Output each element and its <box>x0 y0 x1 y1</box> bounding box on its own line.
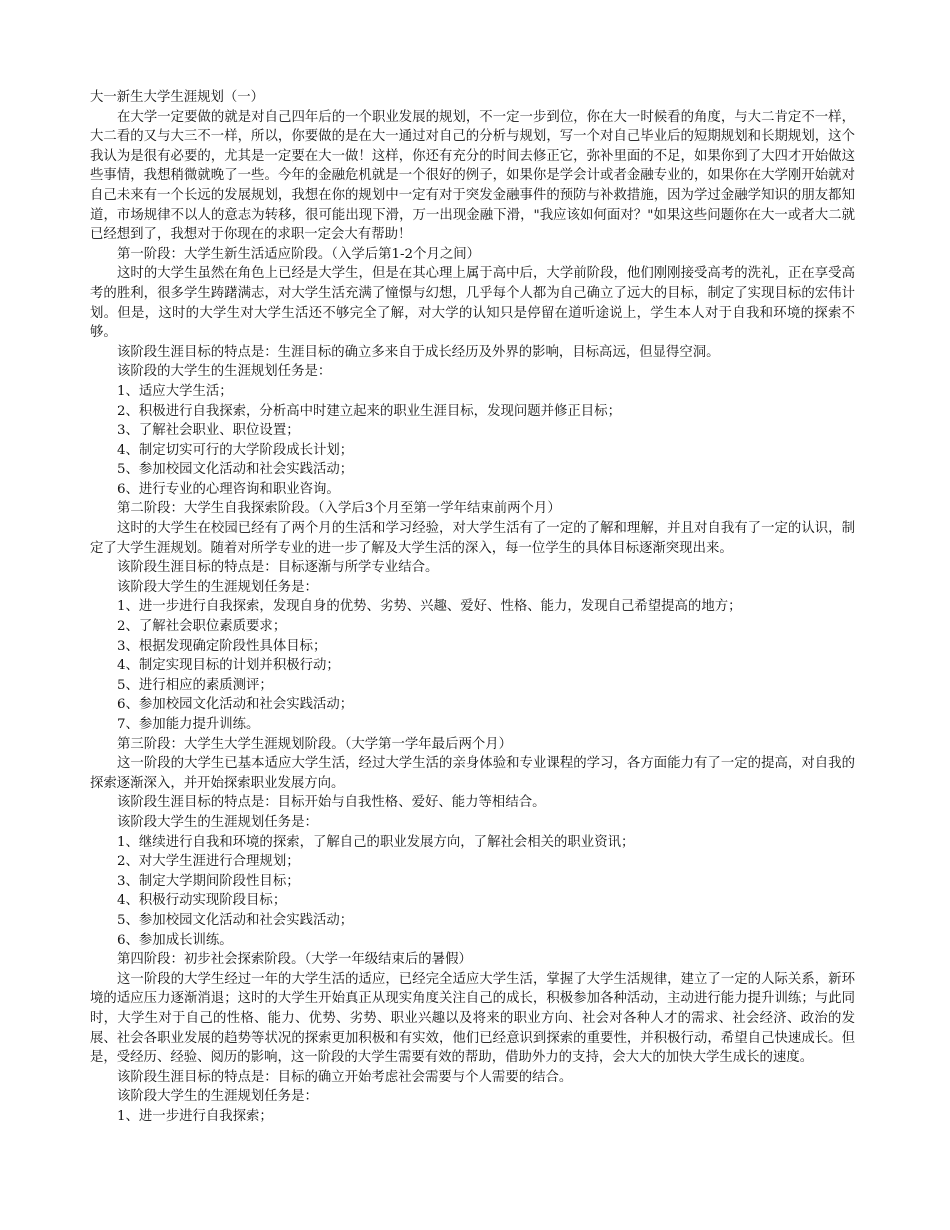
stage-description: 这时的大学生虽然在角色上已经是大学生，但是在其心理上属于高中后，大学前阶段，他们刚刚接受高考的洗礼，正在享受高考的胜利，很多学生踌躇满志，对大学生活充满了憧憬与幻想，几乎每个人都为自己确立了远大的目标，制定了实现目标的宏伟计划。但是，这时的大学生对大学生活还不够完全了解，对大学的认知只是停留在道听途说上，学生本人对于自我和环境的探索不够。 <box>90 266 855 341</box>
stage-3-section <box>90 735 855 951</box>
stage-heading: 第二阶段：大学生自我探索阶段。（入学后3个月至第一学年结束前两个月） <box>117 501 561 517</box>
task-item: 7、参加能力提升训练。 <box>117 717 260 732</box>
stage-tasks-heading: 该阶段大学生的生涯规划任务是： <box>117 814 318 830</box>
stage-4-section <box>90 950 855 1126</box>
task-item: 1、进一步进行自我探索； <box>117 1108 273 1124</box>
task-item: 5、进行相应的素质测评； <box>117 677 273 693</box>
task-item: 4、制定切实可行的大学阶段成长计划； <box>117 442 354 458</box>
task-item: 1、进一步进行自我探索，发现自身的优势、劣势、兴趣、爱好、性格、能力，发现自己希望提高的地方； <box>117 599 742 615</box>
stage-heading: 第一阶段：大学生新生活适应阶段。（入学后第1-2个月之间） <box>117 246 481 262</box>
task-item: 4、制定实现目标的计划并积极行动； <box>117 658 340 674</box>
document-title: 大一新生大学生涯规划（一） <box>90 90 265 105</box>
stage-characteristics: 该阶段生涯目标的特点是：生涯目标的确立多来自于成长经历及外界的影响，目标高远，但显得空洞。 <box>117 344 720 360</box>
task-item: 1、继续进行自我和环境的探索，了解自己的职业发展方向，了解社会相关的职业资讯； <box>117 834 635 850</box>
task-item: 1、适应大学生活； <box>117 383 233 399</box>
stage-tasks-heading: 该阶段大学生的生涯规划任务是： <box>117 1089 318 1105</box>
stage-heading: 第四阶段：初步社会探索阶段。（大学一年级结束后的暑假） <box>117 952 472 968</box>
stage-characteristics: 该阶段生涯目标的特点是：目标逐渐与所学专业结合。 <box>117 560 439 576</box>
stage-description: 这一阶段的大学生经过一年的大学生活的适应，已经完全适应大学生活，掌握了大学生活规律，建立了一定的人际关系，新环境的适应压力逐渐消退；这时的大学生开始真正从现实角度关注自己的成长，积极参加各种活动，主动进行能力提升训练；与此同时，大学生对于自己的性格、能力、优势、劣势、职业兴趣以及将来的职业方向、社会对各种人才的需求、社会经济、政治的发展、社会各职业发展的趋势等状况的探索更加积极和有实效，他们已经意识到探索的重要性，并积极行动，希望自己快速成长。但是，受经历、经验、阅历的影响，这一阶段的大学生需要有效的帮助，借助外力的支持，会大大的加快大学生成长的速度。 <box>90 971 855 1066</box>
stage-characteristics: 该阶段生涯目标的特点是：目标的确立开始考虑社会需要与个人需要的结合。 <box>117 1069 573 1085</box>
stage-tasks-heading: 该阶段大学生的生涯规划任务是： <box>117 579 318 595</box>
task-item: 4、积极行动实现阶段目标； <box>117 893 287 909</box>
stage-characteristics: 该阶段生涯目标的特点是：目标开始与自我性格、爱好、能力等相结合。 <box>117 795 546 811</box>
stage-tasks-heading: 该阶段的大学生的生涯规划任务是： <box>117 364 332 380</box>
task-item: 2、对大学生涯进行合理规划； <box>117 854 300 870</box>
task-item: 3、根据发现确定阶段性具体目标； <box>117 638 327 654</box>
task-item: 2、了解社会职位素质要求； <box>117 619 287 635</box>
task-item: 2、积极进行自我探索，分析高中时建立起来的职业生涯目标，发现问题并修正目标； <box>117 403 621 419</box>
task-item: 6、进行专业的心理咨询和职业咨询。 <box>117 481 340 497</box>
task-item: 3、了解社会职业、职位设置； <box>117 423 300 439</box>
stage-heading: 第三阶段：大学生大学生涯规划阶段。（大学第一学年最后两个月） <box>117 736 513 752</box>
task-item: 5、参加校园文化活动和社会实践活动； <box>117 462 354 478</box>
stage-description: 这时的大学生在校园已经有了两个月的生活和学习经验，对大学生活有了一定的了解和理解，并且对自我有了一定的认识，制定了大学生涯规划。随着对所学专业的进一步了解及大学生活的深入，每一位学生的具体目标逐渐突现出来。 <box>90 521 855 556</box>
stage-1-section <box>90 245 855 500</box>
stage-description: 这一阶段的大学生已基本适应大学生活，经过大学生活的亲身体验和专业课程的学习，各方面能力有了一定的提高，对自我的探索逐渐深入，并开始探索职业发展方向。 <box>90 756 855 791</box>
task-item: 6、参加校园文化活动和社会实践活动； <box>117 697 354 713</box>
stage-2-section <box>90 499 855 734</box>
task-item: 3、制定大学期间阶段性目标； <box>117 873 300 889</box>
intro-paragraph: 在大学一定要做的就是对自己四年后的一个职业发展的规划，不一定一步到位，你在大一时候看的角度，与大二肯定不一样，大二看的又与大三不一样，所以，你要做的是在大一通过对自己的分析与规划，写一个对自己毕业后的短期规划和长期规划，这个我认为是很有必要的，尤其是一定要在大一做！这样，你还有充分的时间去修正它，弥补里面的不足，如果你到了大四才开始做这些事情，我想稍微就晚了一些。今年的金融危机就是一个很好的例子，如果你是学会计或者金融专业的，如果你在大学刚开始就对自己未来有一个长远的发展规划，我想在你的规划中一定有对于突发金融事件的预防与补救措施，因为学过金融学知识的朋友都知道，市场规律不以人的意志为转移，很可能出现下滑，万一出现金融下滑，"我应该如何面对？"如果这些问题你在大一或者大二就已经想到了，我想对于你现在的求职一定会大有帮助！ <box>90 109 855 243</box>
task-item: 5、参加校园文化活动和社会实践活动； <box>117 912 354 928</box>
document-page <box>90 88 855 1126</box>
task-item: 6、参加成长训练。 <box>117 932 233 948</box>
